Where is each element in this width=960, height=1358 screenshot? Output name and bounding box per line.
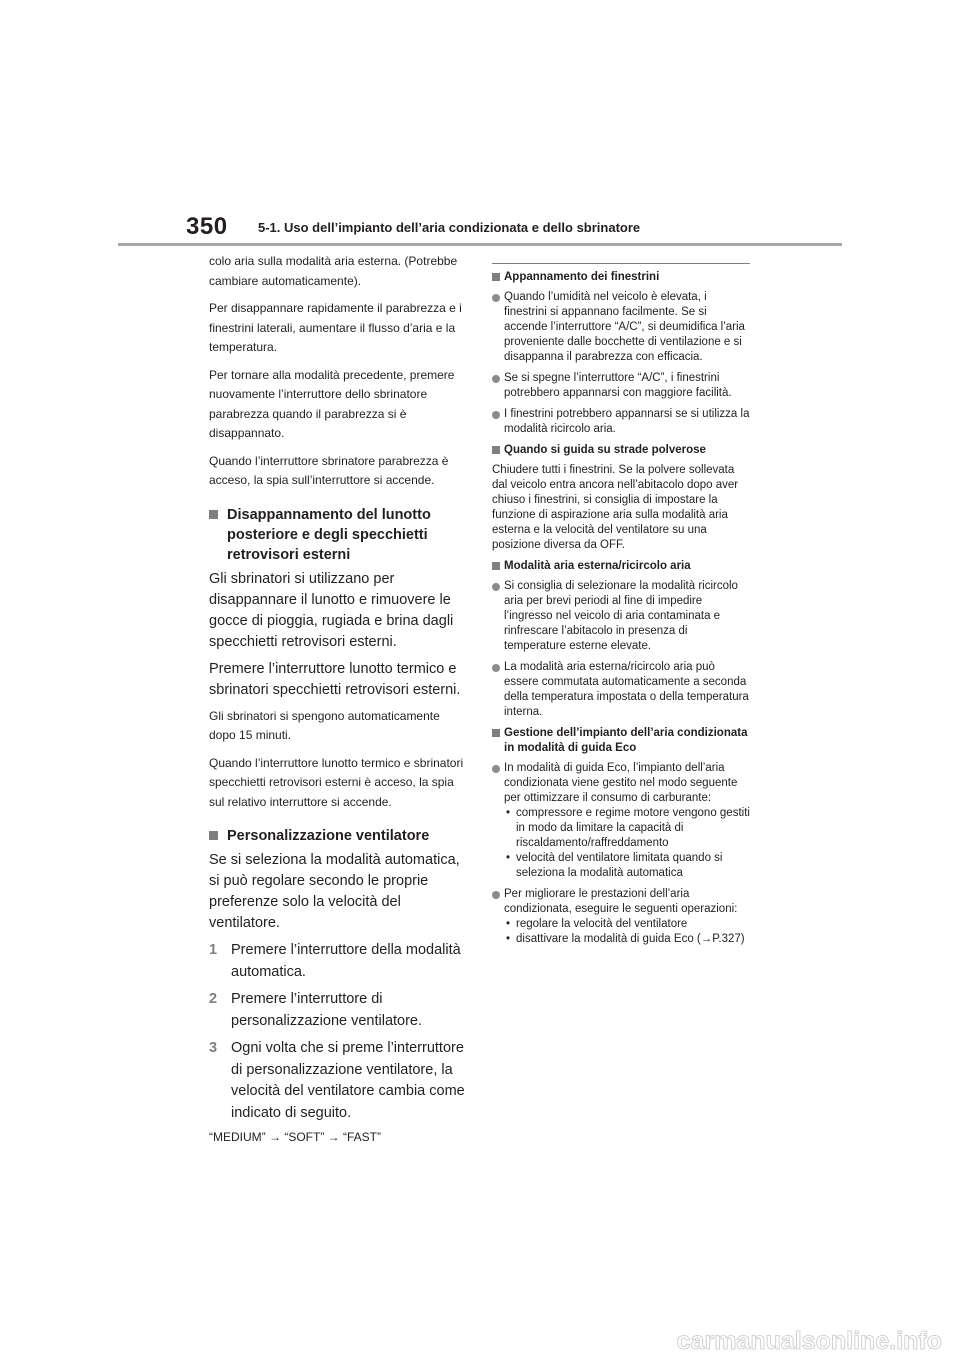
sub-bullet <box>504 806 750 851</box>
paragraph: colo aria sulla modalità aria esterna. (Potrebbe cambiare automaticamente). <box>209 254 458 288</box>
step-item <box>209 1038 467 1124</box>
circle-bullet-icon <box>492 375 500 383</box>
step-text: Premere l’interruttore della modalità automatica. <box>231 942 461 980</box>
square-bullet-icon <box>492 446 500 454</box>
sub-bullet-text: compressore e regime motore vengono gestiti in modo da limitare la capacità di riscaldamento/raffreddamento <box>516 807 750 849</box>
header-divider <box>118 243 842 246</box>
heading-text: Gestione dell’impianto dell’aria condizionata in modalità di guida Eco <box>504 727 748 754</box>
paragraph: Gli sbrinatori si spengono automaticamente dopo 15 minuti. <box>209 708 440 742</box>
square-bullet-icon <box>492 273 500 281</box>
bullet-item <box>492 660 750 720</box>
heading-text: Personalizzazione ventilatore <box>227 828 430 844</box>
bullet-item <box>492 407 750 437</box>
paragraph: Premere l’interruttore lunotto termico e sbrinatori specchietti retrovisori esterni. <box>209 660 461 698</box>
section-heading <box>209 826 467 846</box>
dot-bullet-icon: • <box>506 933 511 945</box>
section-title: 5-1. Uso dell’impianto dell’aria condizionata e dello sbrinatore <box>258 220 641 235</box>
step-item <box>209 940 467 983</box>
circle-bullet-icon <box>492 891 500 899</box>
sub-bullet-text: regolare la velocità del ventilatore <box>516 918 688 930</box>
left-column <box>209 252 467 1144</box>
dot-bullet-icon: • <box>506 807 511 819</box>
step-text: Ogni volta che si preme l’interruttore di personalizzazione ventilatore, la velocità del ventilatore cambia come indicato di seguito. <box>231 1040 465 1121</box>
bullet-text: In modalità di guida Eco, l’impianto dell’aria condizionata viene gestito nel modo seguente per ottimizzare il consumo di carburante: <box>504 762 738 804</box>
heading-text: Quando si guida su strade polverose <box>504 444 706 456</box>
info-heading <box>492 559 750 574</box>
bullet-item <box>492 290 750 365</box>
paragraph: Quando l’interruttore sbrinatore parabrezza è acceso, la spia sull’interruttore si accende. <box>209 453 449 487</box>
watermark <box>584 1326 944 1356</box>
sub-bullet <box>504 851 750 881</box>
bullet-text: I finestrini potrebbero appannarsi se si utilizza la modalità ricircolo aria. <box>504 408 750 435</box>
info-heading <box>492 726 750 756</box>
circle-bullet-icon <box>492 411 500 419</box>
step-number: 1 <box>209 942 218 958</box>
heading-text: Modalità aria esterna/ricircolo aria <box>504 560 691 572</box>
circle-bullet-icon <box>492 294 500 302</box>
paragraph: Per disappannare rapidamente il parabrezza e i finestrini laterali, aumentare il flusso d’aria e la temperatura. <box>209 301 462 354</box>
sub-bullet <box>504 932 750 947</box>
step-number: 3 <box>209 1040 218 1056</box>
paragraph: Quando l’interruttore lunotto termico e sbrinatori specchietti retrovisori esterni è acceso, la spia sul relativo interruttore si accende. <box>209 755 464 809</box>
sub-bullet-text: velocità del ventilatore limitata quando si seleziona la modalità automatica <box>516 852 723 879</box>
info-heading <box>492 443 750 458</box>
heading-text: Disappannamento del lunotto posteriore e degli specchietti retrovisori esterni <box>227 506 431 563</box>
circle-bullet-icon <box>492 765 500 773</box>
bullet-text: Quando l’umidità nel veicolo è elevata, i finestrini si appannano facilmente. Se si accende l’interruttore “A/C”, si deumidifica l’aria proveniente dalle bocchette di ventilazione e si disappanna il parabrezza con efficacia. <box>504 291 745 363</box>
square-bullet-icon <box>492 729 500 737</box>
step-number: 2 <box>209 991 218 1007</box>
bullet-text: Si consiglia di selezionare la modalità ricircolo aria per brevi periodi al fine di impedire l’ingresso nel veicolo di aria contaminata e rinfrescare l’abitacolo in presenza di temperature esterne elevate. <box>504 580 738 652</box>
speed-sequence: “MEDIUM” → “SOFT” → “FAST” <box>209 1130 381 1144</box>
square-bullet-icon <box>492 562 500 570</box>
paragraph: Per tornare alla modalità precedente, premere nuovamente l’interruttore dello sbrinatore parabrezza quando il parabrezza si è disappannato. <box>209 367 455 440</box>
right-column <box>492 263 750 953</box>
square-bullet-icon <box>209 510 218 519</box>
square-bullet-icon <box>209 831 218 840</box>
dot-bullet-icon: • <box>506 852 511 864</box>
page-header <box>186 213 746 245</box>
page-number: 350 <box>186 213 228 240</box>
circle-bullet-icon <box>492 583 500 591</box>
paragraph: Se si seleziona la modalità automatica, si può regolare secondo le proprie preferenze solo la velocità del ventilatore. <box>209 852 460 931</box>
bullet-item <box>492 761 750 881</box>
circle-bullet-icon <box>492 664 500 672</box>
bullet-text: La modalità aria esterna/ricircolo aria può essere commutata automaticamente a seconda della temperatura impostata o della temperatura interna. <box>504 661 749 718</box>
bullet-item <box>492 887 750 947</box>
sub-bullet <box>504 917 750 932</box>
dot-bullet-icon: • <box>506 918 511 930</box>
bullet-text: Per migliorare le prestazioni dell’aria condizionata, eseguire le seguenti operazioni: <box>504 888 738 915</box>
bullet-item <box>492 579 750 654</box>
step-text: Premere l’interruttore di personalizzazione ventilatore. <box>231 991 423 1029</box>
bullet-text: Se si spegne l’interruttore “A/C”, i finestrini potrebbero appannarsi con maggiore facilità. <box>504 372 732 399</box>
info-heading <box>492 270 750 285</box>
bullet-item <box>492 371 750 401</box>
paragraph: Chiudere tutti i finestrini. Se la polvere sollevata dal veicolo entra ancora nell’abitacolo dopo aver chiuso i finestrini, si consiglia di impostare la funzione di aspirazione aria sulla modalità aria esterna e la velocità del ventilatore su una posizione diversa da OFF. <box>492 464 739 551</box>
watermark-text: carmanualsonline.info <box>676 1327 942 1355</box>
step-item <box>209 989 467 1032</box>
paragraph: Gli sbrinatori si utilizzano per disappannare il lunotto e rimuovere le gocce di pioggia, rugiada e brina dagli specchietti retrovisori esterni. <box>209 570 454 650</box>
column-divider <box>492 263 750 264</box>
section-heading <box>209 505 467 565</box>
page-reference-link[interactable]: disattivare la modalità di guida Eco (→P.327) <box>516 933 745 945</box>
heading-text: Appannamento dei finestrini <box>504 271 660 283</box>
